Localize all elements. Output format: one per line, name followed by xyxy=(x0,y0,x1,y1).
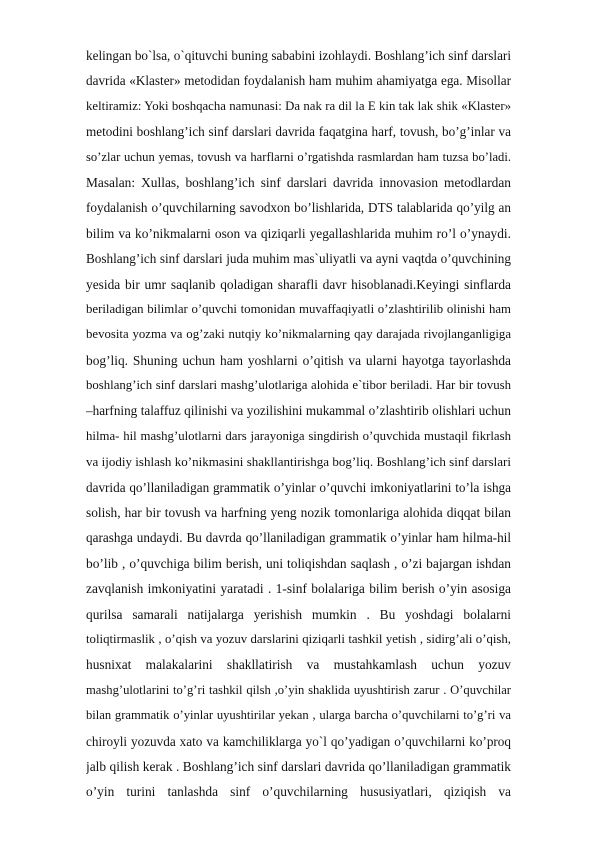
text-line-23: qurilsa samarali natijalarga yerishish mumkin . Bu yoshdagi bolalarni xyxy=(86,606,511,622)
text-line-14: boshlang’ich sinf darslari mashg’ulotlariga alohida e`tibor beriladi. Har bir tovush xyxy=(86,378,511,393)
text-line-4: metodini boshlang’ich sinf darslari davrida faqatgina harf, tovush, bo’g’inlar va xyxy=(86,124,511,140)
text-line-3: keltiramiz: Yoki boshqacha namunasi: Da nak ra dil la E kin tak lak shik «Klaster» xyxy=(86,98,511,113)
text-line-29: jalb qilish kerak . Boshlang’ich sinf darslari davrida qo’llaniladigan grammatik xyxy=(86,758,511,774)
text-line-28: chiroyli yozuvda xato va kamchiliklarga yo`l qo’yadigan o’quvchilarni ko’proq xyxy=(86,733,511,749)
text-line-19: solish, har bir tovush va harfning yeng nozik tomonlariga alohida diqqat bilan xyxy=(86,505,511,521)
text-line-11: beriladigan bilimlar o’quvchi tomonidan muvaffaqiyatli o’zlashtirilib olinishi ham xyxy=(86,301,511,316)
text-line-12: bevosita yozma va og’zaki nutqiy ko’nikmalarning qay darajada rivojlanganligiga xyxy=(86,327,511,342)
text-line-30: o’yin turini tanlashda sinf o’quvchilarning hususiyatlari, qiziqish va xyxy=(86,784,511,800)
text-line-8: bilim va ko’nikmalarni oson va qiziqarli yegallashlarida muhim ro’l o’ynaydi. xyxy=(86,225,511,241)
text-line-18: davrida qo’llaniladigan grammatik o’yinlar o’quvchi imkoniyatlarini to’la ishga xyxy=(86,479,511,495)
text-line-25: husnixat malakalarini shakllatirish va mustahkamlash uchun yozuv xyxy=(86,657,511,673)
text-line-5: so’zlar uchun yemas, tovush va harflarni o’rgatishda rasmlardan ham tuzsa bo’ladi. xyxy=(86,149,511,164)
text-line-27: bilan grammatik o’yinlar uyushtirilar yekan , ularga barcha o’quvchilarni to’g’ri va xyxy=(86,708,511,723)
text-line-10: yesida bir umr saqlanib qoladigan sharafli davr hisoblanadi.Keyingi sinflarda xyxy=(86,276,511,292)
text-line-26: mashg’ulotlarini to’g’ri tashkil qilsh ,o’yin shaklida uyushtirish zarur . O’quvchilar xyxy=(86,682,511,697)
text-line-2: davrida «Klaster» metodidan foydalanish ham muhim ahamiyatga ega. Misollar xyxy=(86,73,511,89)
text-line-15: –harfning talaffuz qilinishi va yozilishini mukammal o’zlashtirib olishlari uchun xyxy=(86,403,511,419)
text-line-24: toliqtirmaslik , o’qish va yozuv darslarini qiziqarli tashkil yetish , sidirg’ali o’qish, xyxy=(86,631,511,646)
body-text xyxy=(86,43,511,805)
text-line-9: Boshlang’ich sinf darslari juda muhim mas`uliyatli va ayni vaqtda o’quvchining xyxy=(86,251,511,267)
text-line-22: zavqlanish imkoniyatini yaratadi . 1-sinf bolalariga bilim berish o’yin asosiga xyxy=(86,581,511,597)
text-line-16: hilma- hil mashg’ulotlarni dars jarayoniga singdirish o’quvchida mustaqil fikrlash xyxy=(86,428,511,443)
text-line-6: Masalan: Xullas, boshlang’ich sinf darslari davrida innovasion metodlardan xyxy=(86,174,511,190)
text-line-21: bo’lib , o’quvchiga bilim berish, uni toliqishdan saqlash , o’zi bajargan ishdan xyxy=(86,555,511,571)
text-line-1: kelingan bo`lsa, o`qituvchi buning sababini izohlaydi. Boshlang’ich sinf darslari xyxy=(86,48,511,63)
text-line-17: va ijodiy ishlash ko’nikmasini shakllantirishga bog’liq. Boshlang’ich sinf darslari xyxy=(86,454,511,470)
text-line-20: qarashga undaydi. Bu davrda qo’llaniladigan grammatik o’yinlar ham hilma-hil xyxy=(86,530,511,546)
text-line-13: bog’liq. Shuning uchun ham yoshlarni o’qitish va ularni hayotga tayorlashda xyxy=(86,352,511,368)
text-line-7: foydalanish o’quvchilarning savodxon bo’lishlarida, DTS talablarida qo’yilg an xyxy=(86,200,511,216)
